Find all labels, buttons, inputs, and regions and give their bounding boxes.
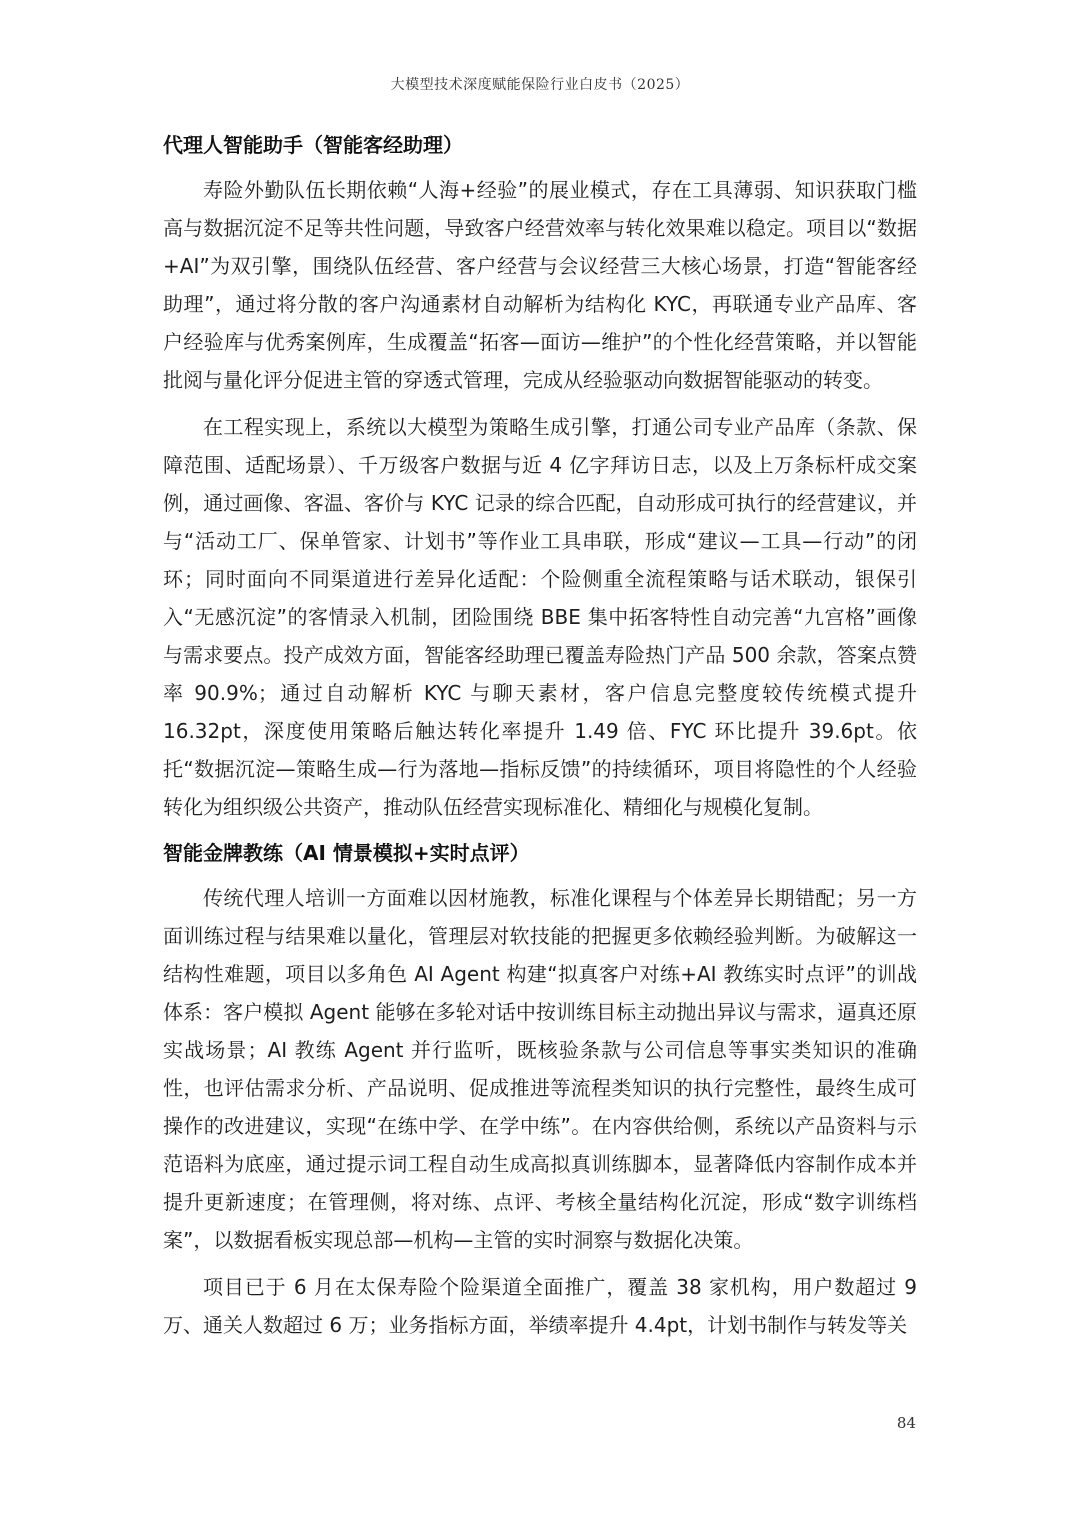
- running-header: 大模型技术深度赋能保险行业白皮书（2025）: [390, 77, 690, 93]
- page-body: [163, 126, 917, 1345]
- paragraph: 传统代理人培训一方面难以因材施教，标准化课程与个体差异长期错配；另一方面训练过程与结果难以量化，管理层对软技能的把握更多依赖经验判断。为破解这一结构性难题，项目以多角色 AI Agent 构建“拟真客户对练+AI 教练实时点评”的训战体系：客户模拟 Agent 能够在多轮对话中按训练目标主动抛出异议与需求，逼真还原实战场景；AI 教练 Agent 并行监听，既核验条款与公司信息等事实类知识的准确性，也评估需求分析、产品说明、促成推进等流程类知识的执行完整性，最终生成可操作的改进建议，实现“在练中学、在学中练”。在内容供给侧，系统以产品资料与示范语料为底座，通过提示词工程自动生成高拟真训练脚本，显著降低内容制作成本并提升更新速度；在管理侧，将对练、点评、考核全量结构化沉淀，形成“数字训练档案”，以数据看板实现总部—机构—主管的实时洞察与数据化决策。: [163, 886, 917, 1252]
- paragraph: 寿险外勤队伍长期依赖“人海+经验”的展业模式，存在工具薄弱、知识获取门槛高与数据沉淀不足等共性问题，导致客户经营效率与转化效果难以稳定。项目以“数据+AI”为双引擎，围绕队伍经营、客户经营与会议经营三大核心场景，打造“智能客经助理”，通过将分散的客户沟通素材自动解析为结构化 KYC，再联通专业产品库、客户经验库与优秀案例库，生成覆盖“拓客—面访—维护”的个性化经营策略，并以智能批阅与量化评分促进主管的穿透式管理，完成从经验驱动向数据智能驱动的转变。: [163, 178, 917, 392]
- paragraph: 项目已于 6 月在太保寿险个险渠道全面推广，覆盖 38 家机构，用户数超过 9 万、通关人数超过 6 万；业务指标方面，举绩率提升 4.4pt，计划书制作与转发等关: [163, 1275, 917, 1338]
- paragraph: 在工程实现上，系统以大模型为策略生成引擎，打通公司专业产品库（条款、保障范围、适配场景）、千万级客户数据与近 4 亿字拜访日志，以及上万条标杆成交案例，通过画像、客温、客价与 KYC 记录的综合匹配，自动形成可执行的经营建议，并与“活动工厂、保单管家、计划书”等作业工具串联，形成“建议—工具—行动”的闭环；同时面向不同渠道进行差异化适配：个险侧重全流程策略与话术联动，银保引入“无感沉淀”的客情录入机制，团险围绕 BBE 集中拓客特性自动完善“九宫格”画像与需求要点。投产成效方面，智能客经助理已覆盖寿险热门产品 500 余款，答案点赞率 90.9%；通过自动解析 KYC 与聊天素材，客户信息完整度较传统模式提升 16.32pt，深度使用策略后触达转化率提升 1.49 倍、FYC 环比提升 39.6pt。依托“数据沉淀—策略生成—行为落地—指标反馈”的持续循环，项目将隐性的个人经验转化为组织级公共资产，推动队伍经营实现标准化、精细化与规模化复制。: [163, 415, 917, 819]
- page-number: 84: [896, 1414, 916, 1432]
- section-heading-agent-assistant: 代理人智能助手（智能客经助理）: [163, 133, 463, 157]
- section-heading-gold-coach: 智能金牌教练（AI 情景模拟+实时点评）: [163, 841, 530, 866]
